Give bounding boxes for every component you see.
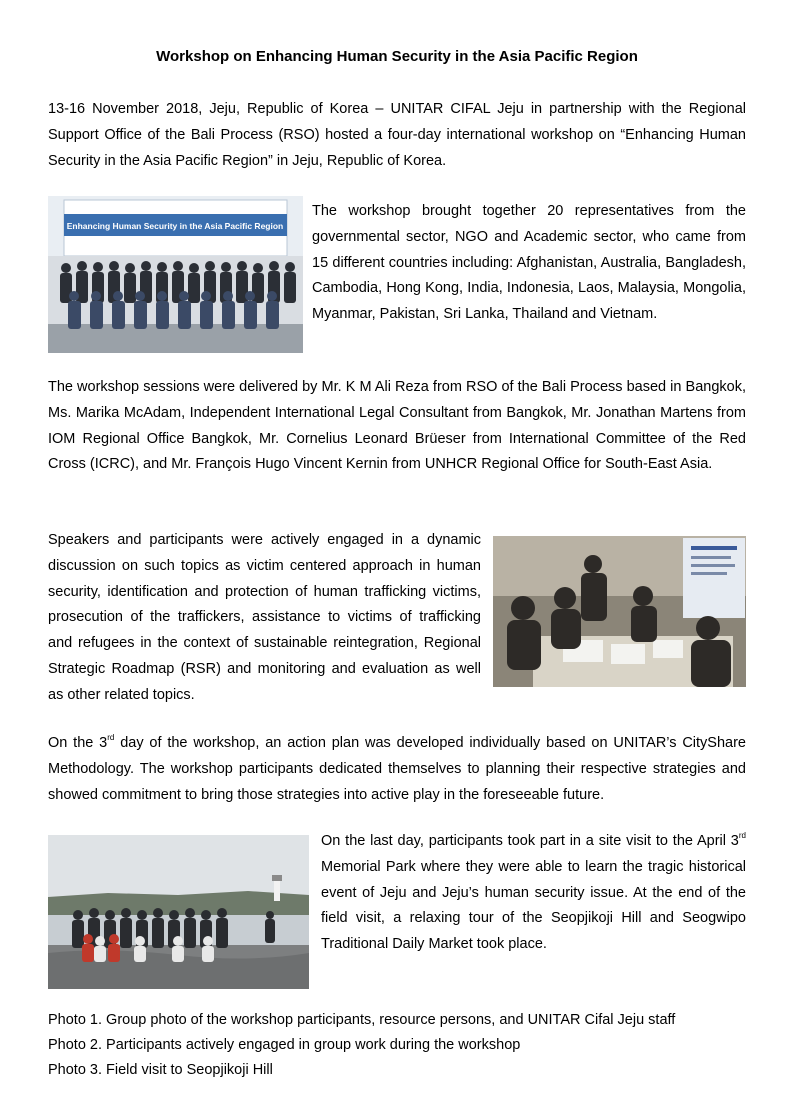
field-visit-photo xyxy=(48,835,309,989)
caption-photo-3: Photo 3. Field visit to Seopjikoji Hill xyxy=(48,1062,273,1078)
action-plan-paragraph: On the 3rd day of the workshop, an action plan was developed individually based on UNITAR’s CityShare Methodology. The workshop participants dedicated themselves to planning their respective strategies and showed commitment to bring those strategies into active play in the foreseeable future. xyxy=(48,733,746,803)
group-work-photo xyxy=(493,536,746,687)
speakers-paragraph: The workshop sessions were delivered by Mr. K M Ali Reza from RSO of the Bali Process based in Bangkok, Ms. Marika McAdam, Independent International Legal Consultant from Bangkok, Mr. Jonathan Martens from IOM Regional Office Bangkok, Mr. Cornelius Leonard Brüeser from International Committee of the Red Cross (ICRC), and Mr. François Hugo Vincent Kernin from UNHCR Regional Office for South-East Asia. xyxy=(48,379,746,473)
participants-paragraph: The workshop brought together 20 representatives from the governmental sector, NGO and Academic sector, who came from 15 different countries including: Afghanistan, Australia, Bangladesh, Cambodia, Hong Kong, India, Indonesia, Laos, Malaysia, Mongolia, Myanmar, Pakistan, Sri Lanka, Thailand and Vietnam. xyxy=(312,203,746,323)
banner-text: Enhancing Human Security in the Asia Pacific Region xyxy=(66,221,284,231)
intro-paragraph: 13-16 November 2018, Jeju, Republic of Korea – UNITAR CIFAL Jeju in partnership with the Regional Support Office of the Bali Process (RSO) hosted a four-day international workshop on “Enhancing Human Security in the Asia Pacific Region” in Jeju, Republic of Korea. xyxy=(48,101,746,169)
page-title: Workshop on Enhancing Human Security in the Asia Pacific Region xyxy=(156,48,638,65)
site-visit-paragraph: On the last day, participants took part in a site visit to the April 3rd Memorial Park where they were able to learn the tragic historical event of Jeju and Jeju’s human security issue. At the end of the field visit, a relaxing tour of the Seopjikoji Hill and Seogwipo Traditional Daily Market took place. xyxy=(321,831,746,953)
group-photo xyxy=(48,196,303,353)
caption-photo-1: Photo 1. Group photo of the workshop participants, resource persons, and UNITAR Cifal Jeju staff xyxy=(48,1012,676,1028)
caption-photo-2: Photo 2. Participants actively engaged in group work during the workshop xyxy=(48,1037,521,1053)
discussion-paragraph: Speakers and participants were actively engaged in a dynamic discussion on such topics as victim centered approach in human security, identification and protection of human trafficking victims, prosecution of the traffickers, assistance to victims of trafficking and refugees in the context of sustainable reintegration, Regional Strategic Roadmap (RSR) and monitoring and evaluation as well as other related topics. xyxy=(48,532,481,703)
